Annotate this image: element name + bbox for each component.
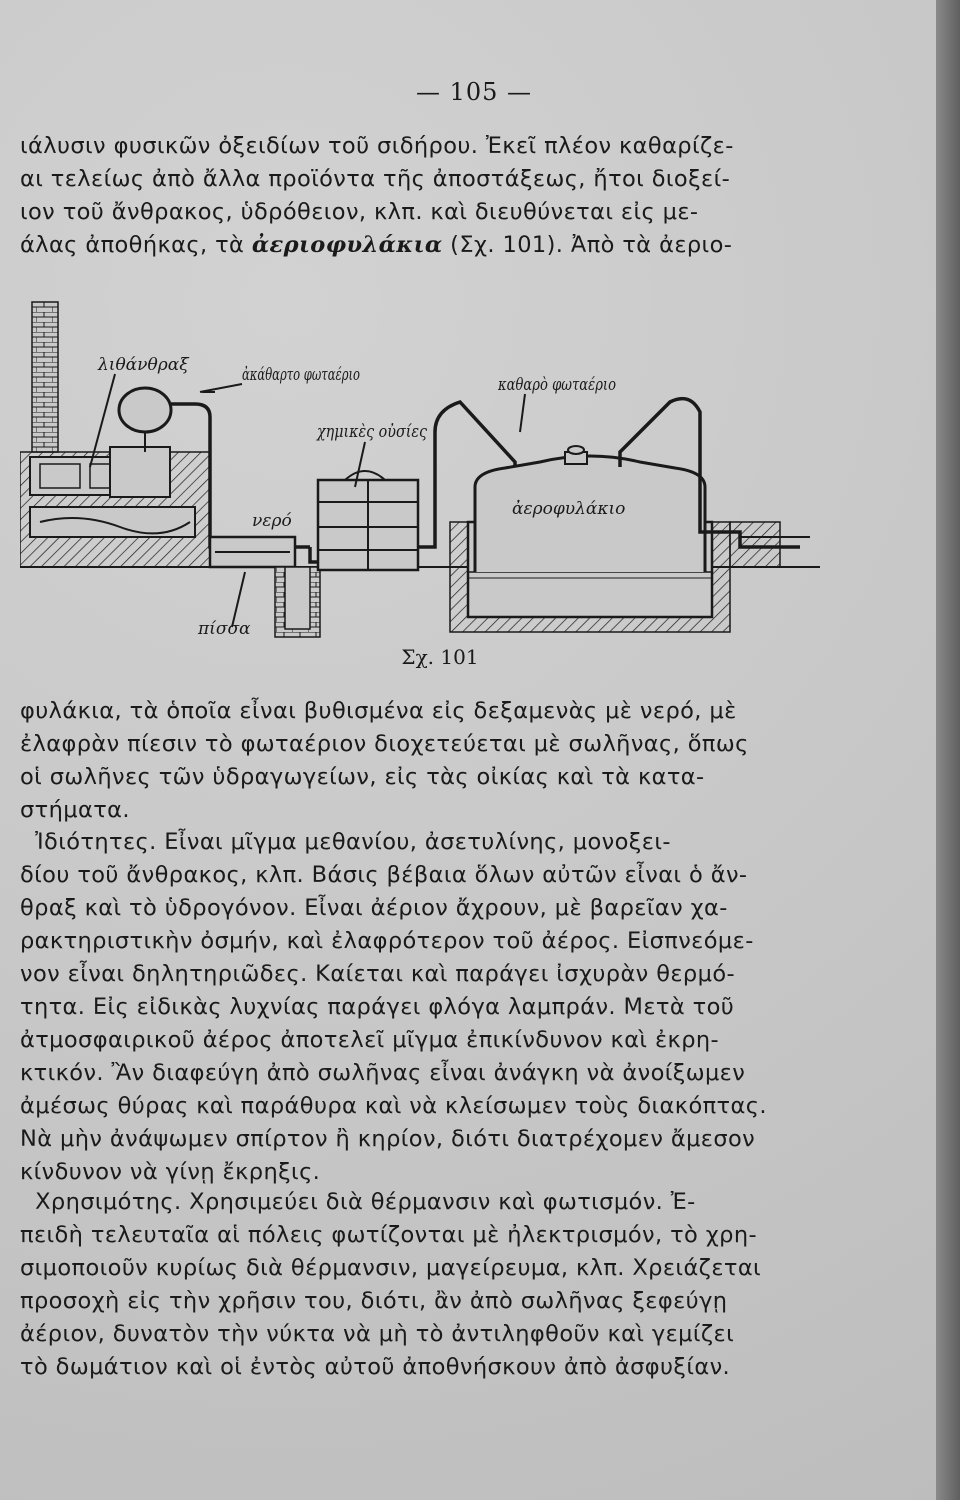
text-line: Ἰδιότητες. Εἶναι μῖγμα μεθανίου, ἀσετυλίνης, μονοξει- — [20, 829, 671, 855]
book-spine — [936, 0, 960, 1500]
text-line: ἀέριον, δυνατὸν τὴν νύκτα νὰ μὴ τὸ ἀντιληφθοῦν καὶ γεμίζει — [20, 1321, 735, 1347]
text-line — [20, 229, 830, 262]
page-number: — 105 — — [415, 78, 533, 106]
text-line: θραξ καὶ τὸ ὑδρογόνον. Εἶναι ἀέριον ἄχρουν, μὲ βαρεῖαν χα- — [20, 895, 728, 921]
text-line: Χρησιμότης. Χρησιμεύει διὰ θέρμανσιν καὶ φωτισμόν. Ἐ- — [20, 1189, 696, 1215]
text-line: ἀμέσως θύρας καὶ παράθυρα καὶ νὰ κλείσωμεν τοὺς διακόπτας. — [20, 1093, 767, 1119]
text-line: στήματα. — [20, 797, 130, 823]
label-gasholder: ἀεροφυλάκιο — [512, 499, 626, 519]
text-line: νον εἶναι δηλητηριῶδες. Καίεται καὶ παράγει ἰσχυρὰν θερμό- — [20, 961, 736, 987]
label-coal: λιθάνθραξ — [98, 355, 189, 375]
text-line: κτικόν. Ἂν διαφεύγη ἀπὸ σωλῆνας εἶναι ἀνάγκη νὰ ἀνοίξωμεν — [20, 1060, 746, 1086]
paragraph-usefulness — [20, 1186, 830, 1384]
separator-tank — [210, 537, 295, 567]
label-chemicals: χημικὲς οὐσίες — [316, 422, 428, 442]
retort — [119, 388, 171, 452]
paragraph-2 — [20, 695, 830, 827]
text-line: ρακτηριστικὴν ὀσμήν, καὶ ἐλαφρότερον τοῦ ἀέρος. Εἰσπνεόμε- — [20, 928, 754, 954]
label-pitch: πίσσα — [198, 619, 251, 639]
label-clean-gas: καθαρὸ φωταέριο — [497, 375, 616, 395]
text-line: Νὰ μὴν ἀνάψωμεν σπίρτον ἢ κηρίον, διότι διατρέχομεν ἄμεσον — [20, 1126, 756, 1152]
text-line: τητα. Εἰς εἰδικὰς λυχνίας παράγει φλόγα λαμπράν. Μετὰ τοῦ — [20, 994, 735, 1020]
paragraph-properties — [20, 826, 830, 1189]
coal-furnace — [20, 302, 210, 567]
text-line: πειδὴ τελευταῖα αἱ πόλεις φωτίζονται μὲ ἠλεκτρισμόν, τὸ χρη- — [20, 1222, 758, 1248]
pitch-pit — [275, 567, 320, 637]
text-line: ιάλυσιν φυσικῶν ὀξειδίων τοῦ σιδήρου. Ἐκεῖ πλέον καθαρίζε- — [20, 133, 734, 159]
chemical-purifier — [318, 471, 418, 570]
text-line: σιμοποιοῦν κυρίως διὰ θέρμανσιν, μαγείρευμα, κλπ. Χρειάζεται — [20, 1255, 762, 1281]
term-gasholders: ἀεριοφυλάκια — [251, 232, 443, 258]
gasholder — [450, 446, 730, 632]
text-fragment: (Σχ. 101). Ἀπὸ τὰ ἀεριο- — [442, 232, 733, 258]
label-raw-gas: ἀκάθαρτο φωταέριο — [242, 365, 360, 385]
text-line: ιον τοῦ ἄνθρακος, ὑδρόθειον, κλπ. καὶ διευθύνεται εἰς με- — [20, 199, 699, 225]
gasworks-diagram — [20, 282, 820, 652]
text-line: τὸ δωμάτιον καὶ οἱ ἐντὸς αὐτοῦ ἀποθνήσκουν ἀπὸ ἀσφυξίαν. — [20, 1354, 731, 1380]
label-water: νερό — [252, 511, 292, 531]
text-line: φυλάκια, τὰ ὁποῖα εἶναι βυθισμένα εἰς δεξαμενὰς μὲ νερό, μὲ — [20, 698, 737, 724]
text-line: ἀτμοσφαιρικοῦ ἀέρος ἀποτελεῖ μῖγμα ἐπικίνδυνον καὶ ἐκρη- — [20, 1027, 720, 1053]
text-line: αι τελείως ἀπὸ ἄλλα προϊόντα τῆς ἀποστάξεως, ἤτοι διοξεί- — [20, 166, 731, 192]
text-line: δίου τοῦ ἄνθρακος, κλπ. Βάσις βέβαια ὅλων αὐτῶν εἶναι ὁ ἄν- — [20, 862, 748, 888]
figure-caption: Σχ. 101 — [401, 645, 479, 669]
text-line: οἱ σωλῆνες τῶν ὑδραγωγείων, εἰς τὰς οἰκίας καὶ τὰ κατα- — [20, 764, 705, 790]
paragraph-1 — [20, 130, 830, 262]
text-fragment: άλας ἀποθήκας, τὰ — [20, 232, 252, 258]
text-line: προσοχὴ εἰς τὴν χρῆσιν του, διότι, ἂν ἀπὸ σωλῆνας ξεφεύγῃ — [20, 1288, 728, 1314]
text-line: κίνδυνον νὰ γίνῃ ἔκρηξις. — [20, 1159, 321, 1185]
text-line: ἐλαφρὰν πίεσιν τὸ φωταέριον διοχετεύεται μὲ σωλῆνας, ὅπως — [20, 731, 749, 757]
